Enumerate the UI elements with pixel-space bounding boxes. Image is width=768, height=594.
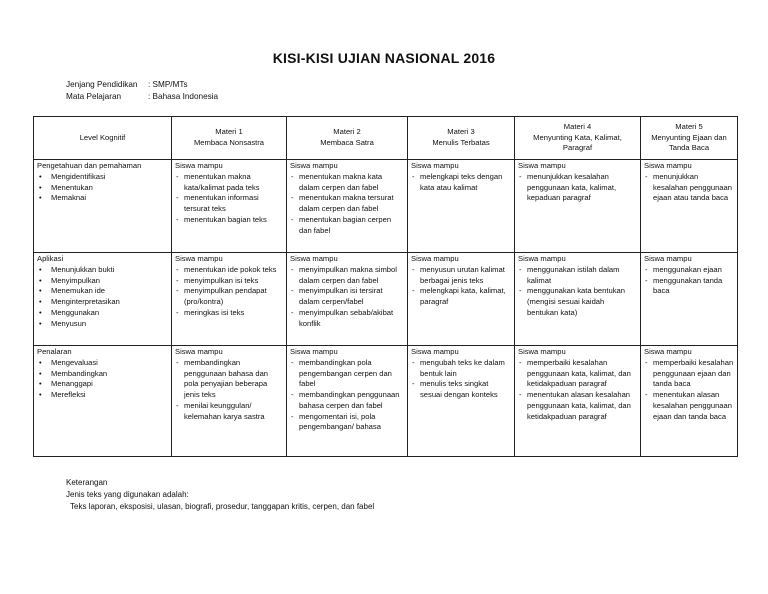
meta-education-level	[66, 80, 188, 89]
cell-lead: Siswa mampu	[518, 161, 566, 170]
level-bullets	[37, 358, 168, 401]
content-cell	[408, 346, 515, 457]
meta-subject	[66, 92, 218, 101]
list-item: • Merefleksi	[37, 390, 168, 401]
header-line1: Materi 4	[563, 121, 592, 131]
cell-lead: Siswa mampu	[175, 254, 223, 263]
header-level	[34, 117, 172, 160]
level-cell	[34, 346, 172, 457]
cell-items	[644, 358, 734, 423]
cell-lead: Siswa mampu	[644, 347, 692, 356]
list-item: • Menginterpretasikan	[37, 297, 168, 308]
header-materi-1	[172, 117, 287, 160]
cell-items	[290, 172, 404, 237]
list-item: • Memaknai	[37, 193, 168, 204]
header-line2: Menulis Terbatas	[432, 138, 490, 147]
table-row	[34, 346, 738, 457]
cell-items	[518, 265, 637, 319]
list-item: - menentukan informasi tersurat teks	[175, 193, 283, 215]
cell-items	[290, 265, 404, 330]
list-item: • Membandingkan	[37, 369, 168, 380]
document-title: KISI-KISI UJIAN NASIONAL 2016	[272, 50, 496, 66]
cell-lead: Siswa mampu	[411, 161, 459, 170]
list-item: - meringkas isi teks	[175, 308, 283, 319]
header-line2: Menyunting Kata, Kalimat, Paragraf	[533, 132, 622, 153]
header-line1: Materi 1	[215, 127, 243, 137]
list-item: - menentukan makna kata dalam cerpen dan fabel	[290, 172, 404, 194]
list-item: - menentukan alasan kesalahan penggunaan ejaan dan tanda baca	[644, 390, 734, 422]
content-cell	[172, 346, 287, 457]
level-title: Penalaran	[37, 347, 72, 356]
notes-line-2: Teks laporan, eksposisi, ulasan, biografi, prosedur, tanggapan kritis, cerpen, dan fabel	[70, 502, 375, 511]
list-item: - menyimpulkan isi teks	[175, 276, 283, 287]
cell-items	[411, 265, 511, 308]
cell-lead: Siswa mampu	[644, 161, 692, 170]
list-item: • Menunjukkan bukti	[37, 265, 168, 276]
meta-value: : SMP/MTs	[148, 80, 188, 89]
content-cell	[641, 253, 738, 346]
cell-items	[644, 172, 734, 204]
content-cell	[287, 160, 408, 253]
list-item: - menyimpulkan pendapat (pro/kontra)	[175, 286, 283, 308]
cell-items	[411, 358, 511, 401]
meta-label: Mata Pelajaran	[66, 92, 122, 101]
cell-lead: Siswa mampu	[290, 347, 338, 356]
cell-items	[411, 172, 511, 194]
header-line1: Level Kognitif	[79, 132, 126, 142]
list-item: - menyimpulkan isi tersirat dalam cerpen/fabel	[290, 286, 404, 308]
meta-label: Jenjang Pendidikan	[66, 80, 138, 89]
list-item: - menyusun urutan kalimat berbagai jenis teks	[411, 265, 511, 287]
notes-heading: Keterangan	[66, 478, 108, 487]
level-bullets	[37, 172, 168, 204]
table-row	[34, 160, 738, 253]
header-line2: Membaca Satra	[320, 138, 374, 147]
list-item: - menentukan makna tersurat dalam cerpen dan fabel	[290, 193, 404, 215]
list-item: - melengkapi kata, kalimat, paragraf	[411, 286, 511, 308]
cell-lead: Siswa mampu	[175, 161, 223, 170]
list-item: • Menentukan	[37, 183, 168, 194]
level-cell	[34, 160, 172, 253]
content-cell	[287, 346, 408, 457]
notes-section	[66, 477, 374, 513]
list-item: • Menggunakan	[37, 308, 168, 319]
list-item: • Menemukan ide	[37, 286, 168, 297]
list-item: - memperbaiki kesalahan penggunaan kata, kalimat, dan ketidakpaduan paragraf	[518, 358, 637, 390]
level-bullets	[37, 265, 168, 330]
cell-lead: Siswa mampu	[411, 254, 459, 263]
cell-lead: Siswa mampu	[644, 254, 692, 263]
list-item: - menulis teks singkat sesuai dengan konteks	[411, 379, 511, 401]
content-cell	[515, 160, 641, 253]
content-cell	[172, 160, 287, 253]
list-item: • Mengevaluasi	[37, 358, 168, 369]
header-materi-5	[641, 117, 738, 160]
list-item: - menggunakan ejaan	[644, 265, 734, 276]
header-line1: Materi 5	[675, 121, 703, 131]
cell-items	[518, 172, 637, 204]
cell-lead: Siswa mampu	[290, 161, 338, 170]
list-item: - menentukan bagian teks	[175, 215, 283, 226]
list-item: - menunjukkan kesalahan penggunaan ejaan atau tanda baca	[644, 172, 734, 204]
cell-lead: Siswa mampu	[175, 347, 223, 356]
list-item: - menentukan alasan kesalahan penggunaan kata, kalimat, dan ketidakpaduan paragraf	[518, 390, 637, 422]
notes-line-1: Jenis teks yang digunakan adalah:	[66, 490, 189, 499]
cell-items	[175, 358, 283, 423]
content-cell	[641, 160, 738, 253]
level-title: Pengetahuan dan pemahaman	[37, 161, 142, 170]
content-cell	[515, 253, 641, 346]
cell-items	[290, 358, 404, 433]
content-cell	[408, 253, 515, 346]
list-item: - mengubah teks ke dalam bentuk lain	[411, 358, 511, 380]
list-item: - membandingkan penggunaan bahasa dan pola penyajian beberapa jenis teks	[175, 358, 283, 401]
list-item: - menggunakan tanda baca	[644, 276, 734, 298]
cell-items	[644, 265, 734, 297]
content-cell	[641, 346, 738, 457]
list-item: - menunjukkan kesalahan penggunaan kata, kalimat, kepaduan paragraf	[518, 172, 637, 204]
list-item: - melengkapi teks dengan kata atau kalimat	[411, 172, 511, 194]
list-item: - menyimpulkan sebab/akibat konflik	[290, 308, 404, 330]
table-row	[34, 253, 738, 346]
level-title: Aplikasi	[37, 254, 64, 263]
header-line1: Materi 3	[447, 127, 475, 137]
level-cell	[34, 253, 172, 346]
cell-lead: Siswa mampu	[518, 254, 566, 263]
header-materi-2	[287, 117, 408, 160]
exam-grid-table	[33, 116, 738, 457]
list-item: - mengomentari isi, pola pengembangan/ bahasa	[290, 412, 404, 434]
list-item: - menggunakan istilah dalam kalimat	[518, 265, 637, 287]
list-item: - menggunakan kata bentukan (mengisi sesuai kaidah bentukan kata)	[518, 286, 637, 318]
list-item: - membandingkan penggunaan bahasa cerpen dan fabel	[290, 390, 404, 412]
cell-items	[175, 265, 283, 319]
list-item: - menilai keunggulan/ kelemahan karya sastra	[175, 401, 283, 423]
list-item: - menentukan ide pokok teks	[175, 265, 283, 276]
header-materi-4	[515, 117, 641, 160]
content-cell	[172, 253, 287, 346]
header-line2: Menyunting Ejaan dan Tanda Baca	[651, 132, 727, 153]
list-item: - menyimpulkan makna simbol dalam cerpen dan fabel	[290, 265, 404, 287]
content-cell	[408, 160, 515, 253]
list-item: - memperbaiki kesalahan penggunaan ejaan dan tanda baca	[644, 358, 734, 390]
cell-items	[175, 172, 283, 226]
list-item: • Menyusun	[37, 319, 168, 330]
content-cell	[287, 253, 408, 346]
list-item: - menentukan bagian cerpen dan fabel	[290, 215, 404, 237]
header-line1: Materi 2	[333, 127, 361, 137]
table-header-row	[34, 117, 738, 160]
list-item: - membandingkan pola pengembangan cerpen dan fabel	[290, 358, 404, 390]
header-line2: Membaca Nonsastra	[193, 138, 265, 147]
meta-value: : Bahasa Indonesia	[148, 92, 219, 101]
content-cell	[515, 346, 641, 457]
cell-lead: Siswa mampu	[290, 254, 338, 263]
list-item: • Menanggapi	[37, 379, 168, 390]
list-item: • Menyimpulkan	[37, 276, 168, 287]
list-item: • Mengidentifikasi	[37, 172, 168, 183]
list-item: - menentukan makna kata/kalimat pada teks	[175, 172, 283, 194]
cell-lead: Siswa mampu	[411, 347, 459, 356]
header-materi-3	[408, 117, 515, 160]
cell-lead: Siswa mampu	[518, 347, 566, 356]
cell-items	[518, 358, 637, 423]
